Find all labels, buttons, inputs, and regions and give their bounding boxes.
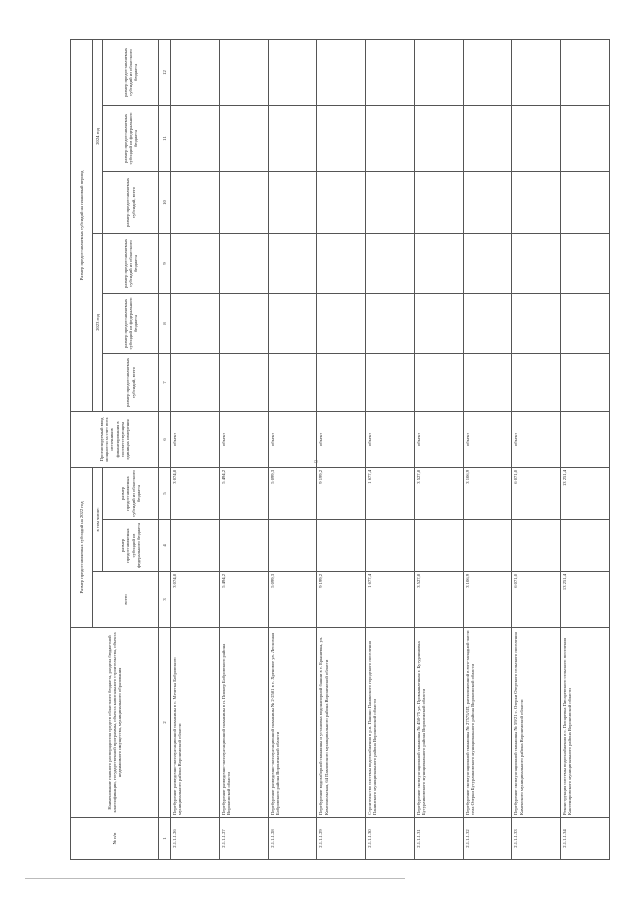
column-number: 12 xyxy=(159,39,171,105)
total-value: 5 099,3 xyxy=(268,572,317,628)
object-name: Перебурение эксплуатационной скважины № 27575/1П, расположенной в юго-западной части села Озерки Бутурлиновского муниципального района Воронежской области xyxy=(463,628,512,818)
row-number: 2.1.1.1.26 xyxy=(171,818,220,860)
capacity-value: объект xyxy=(366,411,415,467)
column-number: 8 xyxy=(159,293,171,353)
reg-value: 6 071,0 xyxy=(512,467,561,519)
header-incl: в том числе: xyxy=(93,467,103,571)
reg-value: 3 074,8 xyxy=(171,467,220,519)
column-number: 9 xyxy=(159,233,171,293)
table-row xyxy=(219,39,268,859)
fed-value xyxy=(561,520,610,572)
header-plan-group: Размер предоставляемых субсидий на плановый период xyxy=(71,39,93,411)
header-2023-fed: размер предоставляемых субсидий из федерального бюджета xyxy=(103,293,159,353)
fed-value xyxy=(512,520,561,572)
row-number: 2.1.1.1.34 xyxy=(561,818,610,860)
page-number: 9 xyxy=(314,460,320,463)
fed-value xyxy=(463,520,512,572)
capacity-value: объект xyxy=(268,411,317,467)
rotated-page xyxy=(70,40,610,860)
reg-value: 5 099,3 xyxy=(268,467,317,519)
column-number: 6 xyxy=(159,411,171,467)
row-number: 2.1.1.1.28 xyxy=(268,818,317,860)
row-number: 2.1.1.1.29 xyxy=(317,818,366,860)
table-row xyxy=(561,39,610,859)
total-value: 13 251,4 xyxy=(561,572,610,628)
fed-value xyxy=(171,520,220,572)
capacity-value: объект xyxy=(317,411,366,467)
capacity-value xyxy=(561,411,610,467)
object-name: Перебурение эксплуатационной скважины № 59/21 с. Озерки Озерского сельского поселения Каменского муниципального района Воронежской области xyxy=(512,628,561,818)
bottom-rule xyxy=(25,878,405,879)
header-name: Наименование главного распорядителя средств областного бюджета, раздела бюджетной классификации, государственной программы, объекта капитального строительства, объекта недвижимого имущества, муниципального образования xyxy=(71,628,159,818)
table-row xyxy=(366,39,415,859)
object-name: Перебурение разведочно-эксплуатационной скважины № 2-2581 в с. Хреновое ул. Лесхозная Бобровского района Воронежской области xyxy=(268,628,317,818)
header-2023-total: размер предоставляемых субсидий, всего xyxy=(103,353,159,411)
total-value: 3 527,8 xyxy=(414,572,463,628)
fed-value xyxy=(317,520,366,572)
reg-value: 9 199,2 xyxy=(317,467,366,519)
row-number: 2.1.1.1.32 xyxy=(463,818,512,860)
column-number: 10 xyxy=(159,171,171,233)
row-number: 2.1.1.1.33 xyxy=(512,818,561,860)
total-value: 3 106,9 xyxy=(463,572,512,628)
reg-value: 3 527,8 xyxy=(414,467,463,519)
header-2024-total: размер предоставляемых субсидий, всего xyxy=(103,171,159,233)
table-row xyxy=(512,39,561,859)
object-name: Реконструкция системы водоснабжения в с. Писаревка Писаревского сельского поселения Кантемировского муниципального района Воронежской области xyxy=(561,628,610,818)
capacity-value: объект xyxy=(219,411,268,467)
row-number: 2.1.1.1.27 xyxy=(219,818,268,860)
column-number: 4 xyxy=(159,520,171,572)
column-number: 7 xyxy=(159,353,171,411)
header-year-2024: 2024 год xyxy=(93,39,103,233)
header-year-2023: 2023 год xyxy=(93,233,103,411)
total-value: 5 494,2 xyxy=(219,572,268,628)
fed-value xyxy=(414,520,463,572)
capacity-value: объект xyxy=(414,411,463,467)
row-number: 2.1.1.1.31 xyxy=(414,818,463,860)
header-reg: размер предоставляемых субсидий из областного бюджета xyxy=(103,467,159,519)
header-no: № п/п xyxy=(71,818,159,860)
header-capacity: Прогнозируемый ввод мощности за счет всех источников финансирования в соответствующем единицах измерения xyxy=(71,411,159,467)
header-2023-reg: размер предоставляемых субсидий из областного бюджета xyxy=(103,233,159,293)
object-name: Перебурение эксплуатационной скважины № 458-75 ул. Промышленная г. Бутурлиновка Бутурлиновского муниципального района Воронежской области xyxy=(414,628,463,818)
header-2022-group: Размер предоставляемых субсидий на 2022 год xyxy=(71,467,93,627)
fed-value xyxy=(366,520,415,572)
total-value: 9 199,2 xyxy=(317,572,366,628)
object-name: Перебурение водозаборной скважины и установка водонапорной башни в с. Ерышевка, ул. Комсомольская, 64 Павловского муниципального района Воронежской области xyxy=(317,628,366,818)
row-number: 2.1.1.1.30 xyxy=(366,818,415,860)
total-value: 1 677,4 xyxy=(366,572,415,628)
table-row xyxy=(414,39,463,859)
fed-value xyxy=(268,520,317,572)
fed-value xyxy=(219,520,268,572)
subsidies-table xyxy=(70,39,610,860)
capacity-value: объект xyxy=(171,411,220,467)
reg-value: 5 494,2 xyxy=(219,467,268,519)
object-name: Строительство системы водоснабжения в р.п. Панино Панинского городского поселения Панинского муниципального района Воронежской области xyxy=(366,628,415,818)
column-number: 1 xyxy=(159,818,171,860)
object-name: Перебурение разведочно-эксплуатационной скважины в п. Пионер Бобровского района Воронежской области xyxy=(219,628,268,818)
header-fed: размер предоставляемых субсидий из федерального бюджета xyxy=(103,520,159,572)
capacity-value: объект xyxy=(463,411,512,467)
header-2024-reg: размер предоставляемых субсидий из областного бюджета xyxy=(103,39,159,105)
table-row xyxy=(317,39,366,859)
reg-value: 13 251,4 xyxy=(561,467,610,519)
column-number: 3 xyxy=(159,572,171,628)
capacity-value: объект xyxy=(512,411,561,467)
column-number: 11 xyxy=(159,105,171,171)
header-2024-fed: размер предоставляемых субсидий из федерального бюджета xyxy=(103,105,159,171)
header-total: всего xyxy=(93,572,159,628)
reg-value: 1 677,4 xyxy=(366,467,415,519)
object-name: Перебурение разведочно-эксплуатационной скважины в с. Мечетка Бобровского муниципального района Воронежской области xyxy=(171,628,220,818)
total-value: 3 074,8 xyxy=(171,572,220,628)
column-number: 2 xyxy=(159,628,171,818)
total-value: 6 071,0 xyxy=(512,572,561,628)
reg-value: 3 106,9 xyxy=(463,467,512,519)
table-row xyxy=(171,39,220,859)
table-row xyxy=(463,39,512,859)
table-row xyxy=(268,39,317,859)
column-number: 5 xyxy=(159,467,171,519)
